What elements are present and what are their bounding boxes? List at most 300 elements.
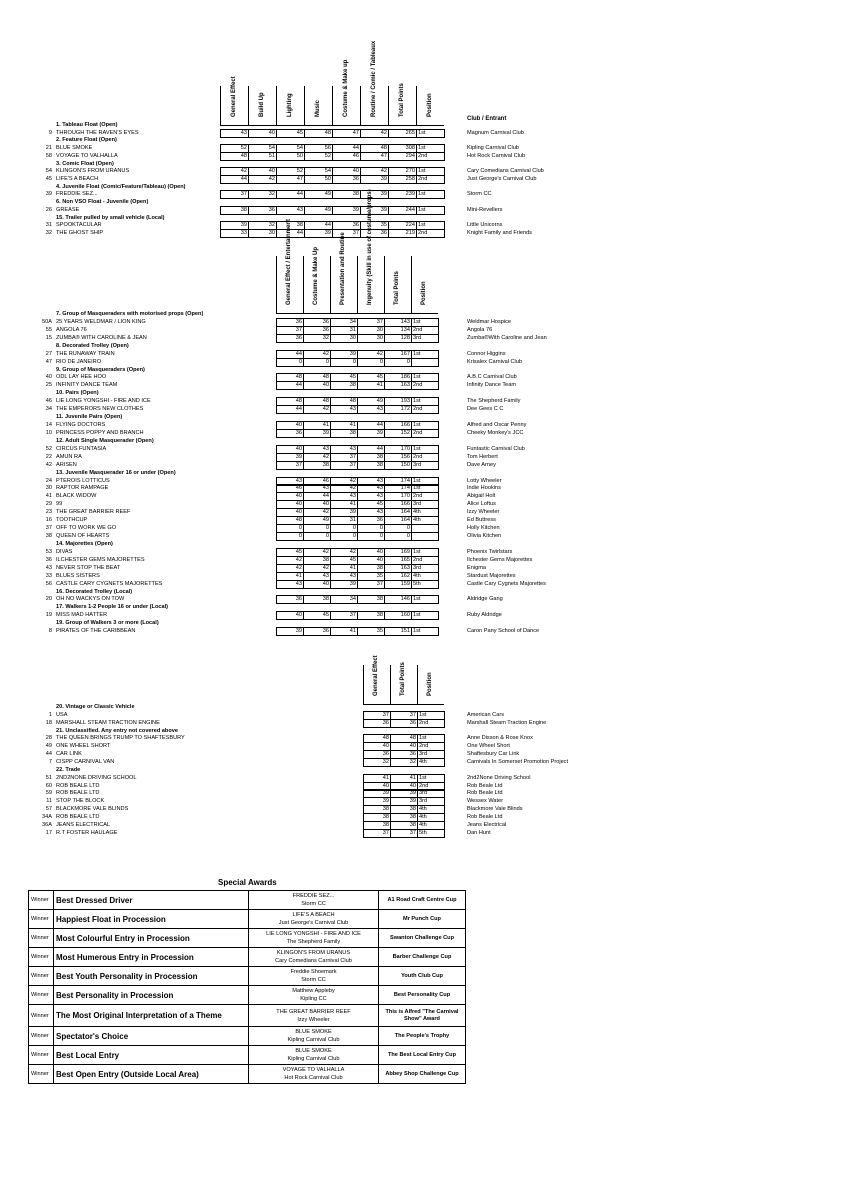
entry-number: 24 (45, 477, 52, 484)
entry-row (0, 548, 849, 556)
score-cell: 219 (389, 230, 417, 237)
award-title: Most Humerous Entry in Procession (54, 948, 249, 967)
score-cell: 41 (331, 628, 358, 635)
score-cell: 40 (277, 501, 304, 508)
entry-name: ZUMBA® WITH CAROLINE & JEAN (56, 334, 147, 341)
score-cell: 38 (331, 430, 358, 437)
entry-club: Knight Family and Friends (467, 230, 532, 237)
award-row (29, 1027, 466, 1046)
entry-row (0, 774, 849, 782)
award-row (29, 1005, 466, 1027)
score-cell: 32 (304, 335, 331, 342)
position-cell: 1st (412, 446, 439, 453)
entry-club: Anne Disson & Rose Knox (467, 735, 533, 742)
score-cell: 40 (277, 446, 304, 453)
score-cell: 39 (331, 581, 358, 588)
position-cell: 4th (418, 806, 445, 813)
award-cup: Mr Punch Cup (379, 910, 466, 929)
entry-club: Rob Beale Ltd (467, 813, 503, 820)
entry-name: ARISEN (56, 461, 77, 468)
award-title: Best Open Entry (Outside Local Area) (54, 1065, 249, 1084)
entry-row (0, 358, 849, 366)
position-cell: 3rd (418, 798, 445, 805)
award-cup: A1 Road Craft Centre Cup (379, 891, 466, 910)
score-cell: 48 (361, 145, 389, 152)
score-cell: 174 (385, 478, 412, 485)
entry-number: 55 (45, 326, 52, 333)
position-cell: 4th (418, 814, 445, 821)
entry-name: THE EMPERORS NEW CLOTHES (56, 406, 144, 413)
entry-name: LIE LONG YONGSHI - FIRE AND ICE (56, 398, 151, 405)
entry-name: STOP THE BLOCK (56, 798, 105, 805)
position-cell: 1st (412, 549, 439, 556)
winner-label: Winner (29, 1046, 54, 1065)
score-cell: 49 (358, 398, 385, 405)
score-cell: 40 (391, 783, 418, 790)
score-cell: 0 (277, 525, 304, 532)
entry-name: SPOOKTACULAR (56, 222, 102, 229)
entry-number: 26 (45, 206, 52, 213)
entry-club: Jeans Electrical (467, 821, 507, 828)
score-cell: 38 (221, 207, 249, 214)
position-cell: 2nd (418, 783, 445, 790)
score-cell: 43 (358, 493, 385, 500)
entry-club: Aldridge Gang (467, 596, 503, 603)
score-cell: 44 (277, 406, 304, 413)
score-cell: 39 (333, 207, 361, 214)
entry-club: Indie Hookins (467, 485, 501, 492)
score-cell: 43 (331, 406, 358, 413)
entry-club: Zumba®With Caroline and Jean (467, 334, 547, 341)
entry-row (0, 129, 849, 137)
score-cell: 48 (331, 398, 358, 405)
score-cell: 39 (304, 430, 331, 437)
score-cell: 186 (385, 374, 412, 381)
position-cell: 1st (417, 191, 445, 198)
column-header (220, 76, 248, 126)
award-row (29, 986, 466, 1005)
score-cell: 40 (249, 168, 277, 175)
position-cell (412, 533, 439, 540)
award-title: Most Colourful Entry in Procession (54, 929, 249, 948)
score-cell: 50 (305, 176, 333, 183)
score-cells (276, 461, 439, 470)
entry-number: 14 (45, 422, 52, 429)
score-cell: 143 (385, 319, 412, 326)
entry-row (0, 572, 849, 580)
score-cell: 38 (358, 454, 385, 461)
score-cell: 43 (277, 581, 304, 588)
score-cell: 38 (304, 557, 331, 564)
score-cell: 37 (331, 454, 358, 461)
score-cell: 36 (364, 751, 391, 758)
column-header (417, 665, 444, 705)
position-cell: 1st (412, 319, 439, 326)
entry-name: JEANS ELECTRICAL (56, 821, 111, 828)
position-cell: 1st (412, 478, 439, 485)
entry-name: ONE WHEEL SHORT (56, 743, 111, 750)
score-cell: 43 (331, 573, 358, 580)
score-cell: 43 (331, 446, 358, 453)
entry-club: Dan Hunt (467, 829, 491, 836)
column-header-label: Position (421, 281, 427, 305)
score-cell: 41 (358, 382, 385, 389)
award-entry (249, 929, 379, 948)
score-cell: 160 (385, 612, 412, 619)
entry-club: Phoenix Twirlstars (467, 548, 513, 555)
score-cell: 30 (331, 335, 358, 342)
score-cell: 47 (333, 130, 361, 137)
entry-name: PIRATES OF THE CARIBBEAN (56, 628, 136, 635)
entry-name: MARSHALL STEAM TRACTION ENGINE (56, 719, 160, 726)
winner-label: Winner (29, 910, 54, 929)
entry-number: 9 (48, 129, 52, 136)
score-cell: 43 (277, 478, 304, 485)
entry-name: KLINGON'S FROM URANUS (56, 168, 130, 175)
score-cell: 42 (304, 549, 331, 556)
entry-number: 21 (45, 145, 52, 152)
entry-club: Ilchester Gems Majorettes (467, 556, 533, 563)
score-cells (220, 206, 445, 215)
entry-club: Blackmore Vale Blinds (467, 806, 523, 813)
column-header-label: Routine / Comic / Tableaux (370, 40, 377, 117)
entry-club: Dee Gees C C (467, 406, 504, 413)
column-header (360, 40, 388, 126)
score-cell: 39 (331, 351, 358, 358)
position-cell: 2nd (412, 557, 439, 564)
award-title: Happiest Float in Procession (54, 910, 249, 929)
entry-number: 47 (45, 358, 52, 365)
entry-row (0, 334, 849, 342)
award-row (29, 967, 466, 986)
entry-club: Hot Rock Carnival Club (467, 152, 526, 159)
position-cell: 3rd (418, 790, 445, 797)
score-cell: 52 (305, 153, 333, 160)
category-heading: 20. Vintage or Classic Vehicle (56, 704, 135, 710)
award-entry-club: Kipling Carnival Club (287, 1037, 340, 1043)
score-cell: 0 (304, 525, 331, 532)
award-entry (249, 986, 379, 1005)
score-cell: 36 (333, 176, 361, 183)
score-cell: 37 (333, 230, 361, 237)
award-title: The Most Original Interpretation of a Theme (54, 1005, 249, 1027)
score-cell: 32 (364, 759, 391, 766)
position-cell: 1st (417, 145, 445, 152)
score-cell: 46 (304, 478, 331, 485)
entry-club: Connor Higgins (467, 350, 506, 357)
entry-number: 46 (45, 398, 52, 405)
entry-number: 23 (45, 509, 52, 516)
score-cell: 152 (385, 430, 412, 437)
score-cell: 45 (304, 612, 331, 619)
category-heading: 12. Adult Single Masquerader (Open) (56, 437, 154, 444)
score-cell: 40 (358, 557, 385, 564)
score-cell: 40 (277, 493, 304, 500)
score-cell: 39 (391, 798, 418, 805)
column-header-label: General Effect / Entertainment (286, 218, 292, 305)
award-entry-club: Kipling Carnival Club (287, 1056, 340, 1062)
award-entry-name: BLUE SMOKE (295, 1029, 332, 1035)
award-entry (249, 967, 379, 986)
category-heading: 22. Trade (56, 766, 81, 773)
award-entry (249, 1046, 379, 1065)
position-cell: 4th (412, 573, 439, 580)
entry-number: 8 (48, 628, 52, 635)
entry-number: 20 (45, 596, 52, 603)
position-cell: 1st (412, 351, 439, 358)
award-row (29, 1065, 466, 1084)
score-cell: 41 (391, 775, 418, 782)
score-cell: 39 (221, 222, 249, 229)
score-cell: 34 (331, 596, 358, 603)
score-cell: 43 (358, 485, 385, 492)
score-cell: 38 (364, 822, 391, 829)
category-heading: 3. Comic Float (Open) (56, 160, 114, 167)
entry-number: 53 (45, 548, 52, 555)
score-cell: 42 (277, 565, 304, 572)
position-cell: 2nd (418, 743, 445, 750)
entry-club: One Wheel Short (467, 743, 510, 750)
entry-name: 2ND2NONE DRIVING SCHOOL (56, 774, 137, 781)
category-heading: 4. Juvenile Float (Comic/Feature/Tableau) (Open) (56, 183, 186, 190)
award-row (29, 910, 466, 929)
category-heading: 8. Decorated Trolley (Open) (56, 342, 129, 349)
position-cell: 1st (418, 735, 445, 742)
entry-name: FREDDIE SEZ... (56, 191, 98, 198)
score-cell: 169 (385, 549, 412, 556)
winner-label: Winner (29, 948, 54, 967)
entry-name: LIFE'S A BEACH (56, 176, 99, 183)
score-cell: 39 (391, 790, 418, 797)
entry-name: BLUES SISTERS (56, 572, 100, 579)
score-cell: 38 (304, 596, 331, 603)
category-heading: 9. Group of Masqueraders (Open) (56, 366, 145, 373)
entry-row (0, 461, 849, 469)
position-cell: 2nd (417, 230, 445, 237)
entry-club: Funtastic Carnival Club (467, 445, 525, 452)
position-cell: 1st (417, 168, 445, 175)
award-cup: The People's Trophy (379, 1027, 466, 1046)
entry-club: Carnivals In Somerset Promotion Project (467, 758, 569, 765)
entry-club: Shaftesbury Car Link (467, 751, 520, 758)
position-cell: 2nd (412, 406, 439, 413)
position-cell: 2nd (417, 153, 445, 160)
column-header-label: Music (314, 99, 321, 117)
entry-number: 57 (45, 806, 52, 813)
category-heading: 15. Trailer pulled by small vehicle (Local) (56, 214, 165, 221)
entry-name: GREASE (56, 206, 80, 213)
entry-name: THE GHOST SHIP (56, 230, 104, 237)
entry-club: Marshall Steam Traction Engine (467, 719, 547, 726)
entry-club: Wessex Water (467, 798, 504, 805)
award-entry-club: The Shepherd Family (286, 939, 341, 945)
entry-club: Cheeky Monkey's JCC (467, 429, 524, 436)
award-cup: This is Alfred "The Carnival Show" Award (379, 1005, 466, 1027)
entry-name: TOOTHCUP (56, 517, 88, 524)
score-cell: 43 (358, 509, 385, 516)
score-cell: 37 (358, 581, 385, 588)
score-cell: 49 (305, 207, 333, 214)
score-cell: 30 (358, 327, 385, 334)
entry-number: 52 (45, 445, 52, 452)
score-cell: 164 (385, 517, 412, 524)
entry-number: 58 (45, 152, 52, 159)
score-cell: 37 (364, 712, 391, 719)
entry-number: 11 (46, 798, 52, 805)
entry-name: THROUGH THE RAVEN'S EYES (56, 129, 139, 136)
score-cell: 42 (361, 130, 389, 137)
score-cell: 32 (249, 222, 277, 229)
score-cell: 36 (304, 327, 331, 334)
score-cell: 165 (385, 557, 412, 564)
score-cell: 36 (364, 720, 391, 727)
entry-number: 36A (42, 821, 52, 828)
award-entry-name: KLINGON'S FROM URANUS (276, 950, 351, 956)
score-cells (276, 627, 439, 636)
entry-row (0, 758, 849, 766)
score-cell: 37 (364, 830, 391, 837)
score-cell: 42 (304, 406, 331, 413)
position-cell: 1st (418, 712, 445, 719)
entry-club: The Shepherd Family (467, 398, 521, 405)
award-title: Best Dressed Driver (54, 891, 249, 910)
score-cell: 36 (277, 335, 304, 342)
column-header-label: Costume & Make up (342, 59, 349, 117)
score-cell: 44 (304, 493, 331, 500)
score-cell: 44 (277, 351, 304, 358)
score-cell: 172 (385, 406, 412, 413)
score-cell: 44 (358, 422, 385, 429)
entry-number: 18 (45, 719, 52, 726)
score-cell: 38 (391, 806, 418, 813)
entry-name: THE QUEEN BRINGS TRUMP TO SHAFTESBURY (56, 735, 185, 742)
entry-club: Izzy Wheeler (467, 509, 500, 516)
score-cell: 48 (304, 398, 331, 405)
score-cell: 54 (249, 145, 277, 152)
entry-row (0, 421, 849, 429)
entry-club: Weldmar Hospice (467, 318, 512, 325)
score-cell: 44 (333, 145, 361, 152)
entry-name: CASTLE CARY CYGNETS MAJORETTES (56, 580, 163, 587)
entry-name: PRINCESS POPPY AND BRANCH (56, 429, 144, 436)
entry-name: INFINITY DANCE TEAM (56, 382, 118, 389)
score-cell: 0 (304, 533, 331, 540)
score-cell: 44 (358, 446, 385, 453)
entry-number: 37 (45, 525, 52, 532)
score-cells (276, 429, 439, 438)
score-cell: 159 (385, 581, 412, 588)
score-cell: 43 (221, 130, 249, 137)
entry-name: RIO DE JANEIRO (56, 358, 102, 365)
category-heading: 6. Non VSO Float - Juvenile (Open) (56, 199, 149, 206)
entry-name: OH NO WACKYS ON TOW (56, 596, 125, 603)
score-cells (220, 152, 445, 161)
score-cell: 38 (358, 612, 385, 619)
entry-number: 28 (45, 735, 52, 742)
entry-name: 25 YEARS WELDMAR / LION KING (56, 318, 146, 325)
score-cell: 43 (277, 207, 305, 214)
score-cell: 48 (277, 398, 304, 405)
entry-row (0, 429, 849, 437)
score-cell: 151 (385, 628, 412, 635)
position-cell: 1st (412, 374, 439, 381)
entry-number: 51 (45, 774, 52, 781)
entry-row (0, 742, 849, 750)
score-cell: 166 (385, 501, 412, 508)
score-cell: 174 (385, 485, 412, 492)
entry-name: BLACK WIDOW (56, 493, 97, 500)
entry-row (0, 318, 849, 326)
column-header-label: Ingenuity (Skill in use of costume/props) (367, 189, 373, 305)
score-cell: 36 (304, 319, 331, 326)
score-cell: 166 (385, 422, 412, 429)
position-cell: 3rd (412, 335, 439, 342)
entry-number: 29 (45, 501, 52, 508)
entry-row (0, 611, 849, 619)
entry-club: Dave Arney (467, 461, 496, 468)
entry-row (0, 152, 849, 160)
category-heading: 7. Group of Masqueraders with motorised props (Open) (56, 311, 204, 317)
score-cell: 156 (385, 454, 412, 461)
entry-row (0, 595, 849, 603)
entry-number: 43 (45, 564, 52, 571)
score-cell: 150 (385, 462, 412, 469)
column-header (411, 256, 438, 314)
position-cell: 4th (412, 509, 439, 516)
score-cell: 48 (364, 735, 391, 742)
entry-club: Tom Herbert (467, 453, 498, 460)
entry-club: Magnum Carnival Club (467, 129, 524, 136)
award-title: Best Local Entry (54, 1046, 249, 1065)
score-cell: 49 (304, 517, 331, 524)
column-header (276, 86, 304, 126)
award-entry-name: FREDDIE SEZ... (292, 893, 335, 899)
entry-club: Castle Cary Cygnets Majorettes (467, 580, 546, 587)
score-cells (276, 334, 439, 343)
score-cell: 44 (221, 176, 249, 183)
score-cell: 40 (391, 743, 418, 750)
score-cell: 162 (385, 573, 412, 580)
column-header (388, 83, 416, 126)
column-header-label: Build Up (258, 92, 265, 117)
entry-row (0, 453, 849, 461)
category-heading: 11. Juvenile Pairs (Open) (56, 414, 123, 421)
award-entry (249, 891, 379, 910)
entry-row (0, 789, 849, 797)
entry-row (0, 813, 849, 821)
score-cell: 244 (389, 207, 417, 214)
award-entry-club: Izzy Wheeler (297, 1016, 330, 1023)
score-cell: 40 (364, 783, 391, 790)
score-cell: 0 (358, 533, 385, 540)
score-cell: 0 (385, 533, 412, 540)
score-cell: 41 (277, 573, 304, 580)
entry-club: Angola 76 (467, 326, 493, 333)
position-cell: 1st (412, 422, 439, 429)
score-cell: 47 (361, 153, 389, 160)
entry-row (0, 524, 849, 532)
award-entry-name: LIE LONG YONGSHI - FIRE AND ICE (266, 931, 361, 937)
entry-row (0, 532, 849, 540)
score-cell: 36 (361, 230, 389, 237)
score-cell: 54 (305, 168, 333, 175)
award-row (29, 1046, 466, 1065)
score-cell: 45 (358, 501, 385, 508)
score-cell: 37 (277, 462, 304, 469)
position-cell: 1st (417, 130, 445, 137)
column-header-label: Lighting (286, 93, 293, 117)
score-cell: 44 (277, 230, 305, 237)
